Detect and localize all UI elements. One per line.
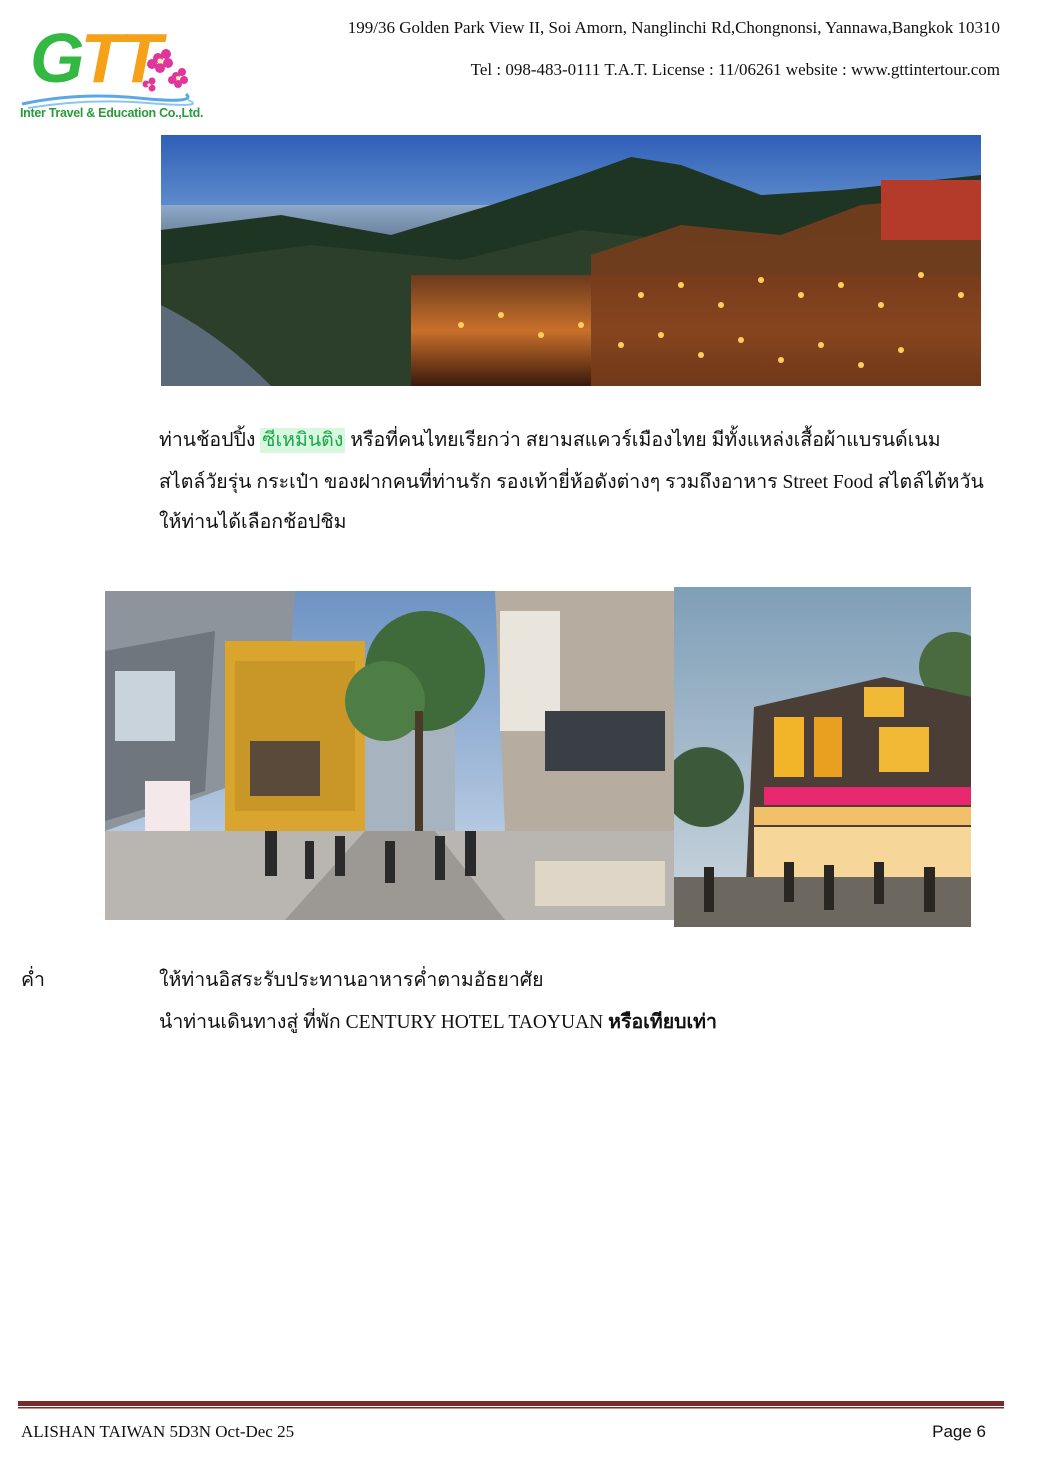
shopping-paragraph-line-1 bbox=[159, 424, 941, 455]
logo-tagline: Inter Travel & Education Co.,Ltd. bbox=[20, 106, 204, 120]
meal-label-dinner: ค่ำ bbox=[21, 970, 45, 991]
company-logo bbox=[18, 18, 204, 128]
shopping-paragraph-line-3: ให้ท่านได้เลือกช้อปชิม bbox=[159, 512, 347, 533]
p1-before: ท่านช้อปปิ้ง bbox=[159, 430, 261, 451]
shopping-paragraph-line-2: สไตล์วัยรุ่น กระเป๋า ของฝากคนที่ท่านรัก รองเท้ายี่ห้อดังต่างๆ รวมถึงอาหาร Street Food สไตล์ไต้หวัน bbox=[159, 472, 984, 493]
hotel-text-bold: หรือเทียบเท่า bbox=[608, 1012, 717, 1033]
p1-after: หรือที่คนไทยเรียกว่า สยามสแควร์เมืองไทย มีทั้งแหล่งเสื้อผ้าแบรนด์เนม bbox=[345, 430, 941, 451]
dinner-text: ให้ท่านอิสระรับประทานอาหารค่ำตามอัธยาศัย bbox=[159, 970, 544, 991]
ximending-street-photo bbox=[105, 591, 675, 920]
logo-letters: GTT bbox=[30, 19, 158, 97]
hotel-text-main: นำท่านเดินทางสู่ ที่พัก CENTURY HOTEL TAOYUAN bbox=[159, 1012, 609, 1033]
footer-tour-name: ALISHAN TAIWAN 5D3N Oct-Dec 25 bbox=[21, 1422, 295, 1441]
company-address: 199/36 Golden Park View II, Soi Amorn, Nanglinchi Rd,Chongnonsi, Yannawa,Bangkok 10310 bbox=[347, 18, 1000, 37]
jiufen-village-photo bbox=[161, 135, 981, 386]
ximending-highlight: ซีเหมินติง bbox=[262, 430, 344, 451]
footer-rule bbox=[18, 1401, 1004, 1409]
ximending-building-photo bbox=[674, 587, 971, 927]
company-contact: Tel : 098-483-0111 T.A.T. License : 11/06261 website : www.gttintertour.com bbox=[470, 60, 1000, 79]
hotel-text bbox=[159, 1006, 717, 1037]
footer-page-number: Page 6 bbox=[932, 1422, 986, 1441]
